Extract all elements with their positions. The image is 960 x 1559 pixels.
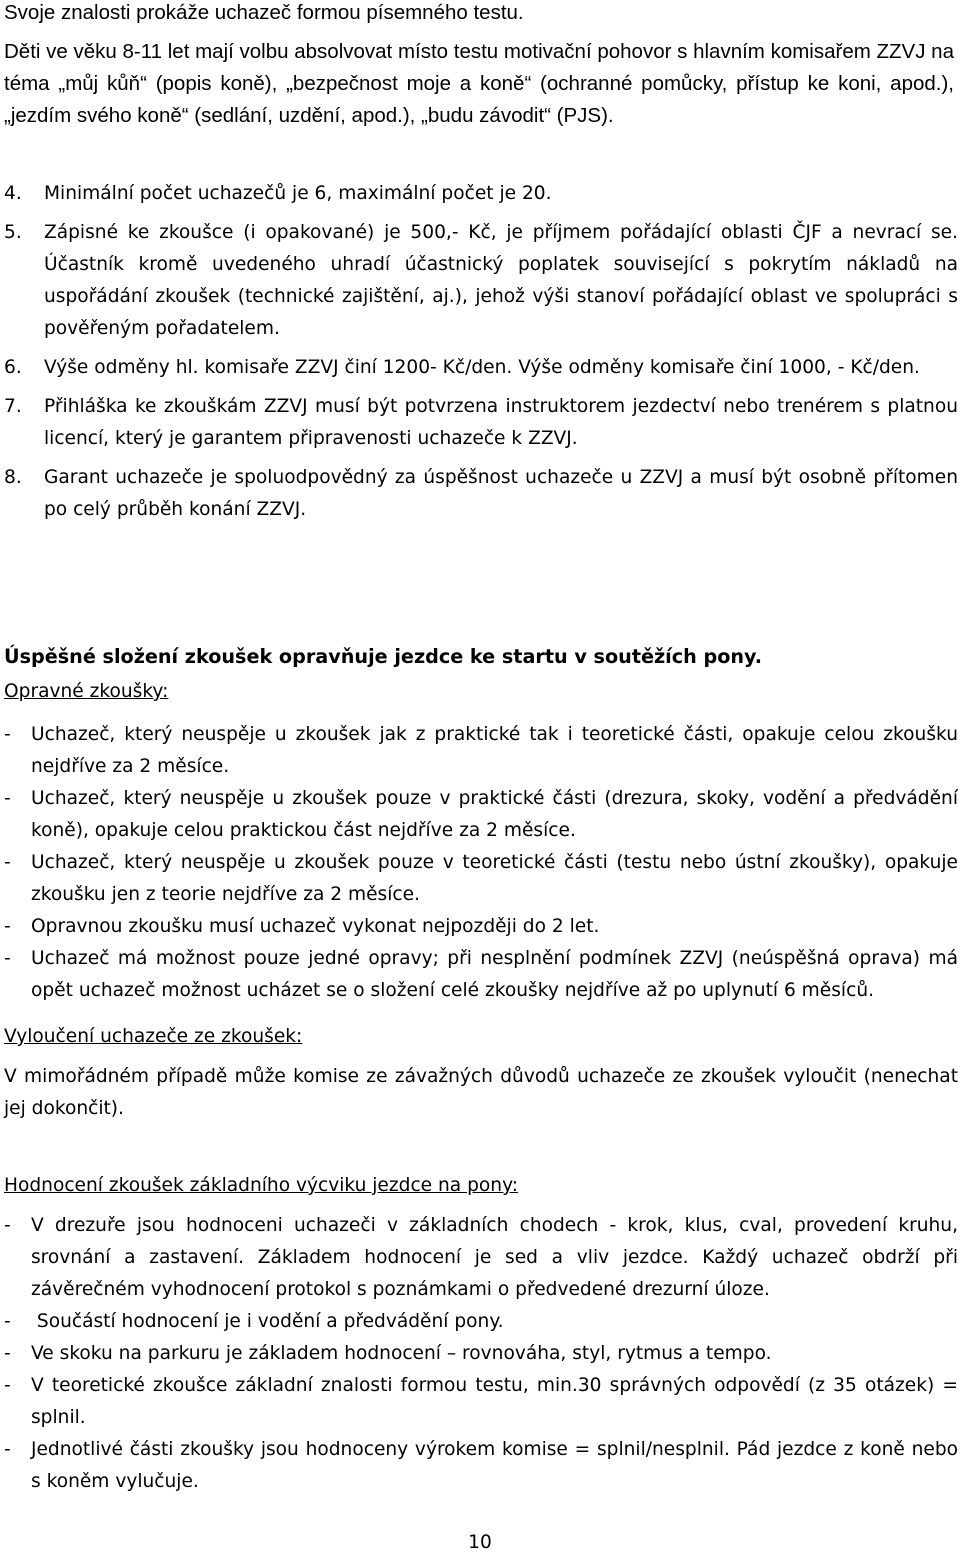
dash-bullet: - <box>4 1343 11 1364</box>
item-text: V teoretické zkoušce základní znalosti formou testu, min.30 správných odpovědí (z 35 otázek) = splnil. <box>31 1375 958 1428</box>
list-item <box>4 943 958 1007</box>
item-text: Uchazeč, který neuspěje u zkoušek pouze v praktické části (drezura, skoky, vodění a předvádění koně), opakuje celou praktickou část nejdříve za 2 měsíce. <box>31 788 958 841</box>
list-item <box>4 1210 958 1306</box>
list-item <box>4 352 958 384</box>
item-number: 8. <box>4 467 22 488</box>
list-item <box>4 217 958 345</box>
item-text: Minimální počet uchazečů je 6, maximální počet je 20. <box>44 183 552 204</box>
item-number: 5. <box>4 222 22 243</box>
list-item <box>4 1338 958 1370</box>
dash-bullet: - <box>4 916 11 937</box>
item-text: Výše odměny hl. komisaře ZZVJ činí 1200- Kč/den. Výše odměny komisaře činí 1000, - Kč/den. <box>44 357 920 378</box>
item-text: Uchazeč, který neuspěje u zkoušek pouze v teoretické části (testu nebo ústní zkoušky), opakuje zkoušku jen z teorie nejdříve za 2 měsíce. <box>31 852 958 905</box>
list-item <box>4 719 958 783</box>
item-number: 4. <box>4 183 22 204</box>
item-number: 6. <box>4 357 22 378</box>
item-text: Zápisné ke zkoušce (i opakované) je 500,- Kč, je příjmem pořádající oblasti ČJF a nevrací se. Účastník kromě uvedeného uhradí účastnický poplatek související s pokrytím nákladů na uspořádání zkoušek (technické zajištění, aj.), jehož výši stanoví pořádající oblast ve spolupráci s pověřeným pořadatelem. <box>44 222 958 339</box>
item-text: Uchazeč má možnost pouze jedné opravy; při nesplnění podmínek ZZVJ (neúspěšná oprava) má opět uchazeč možnost ucházet se o složení celé zkoušky nejdříve až po uplynutí 6 měsíců. <box>31 948 958 1001</box>
item-text: Ve skoku na parkuru je základem hodnocení – rovnováha, styl, rytmus a tempo. <box>31 1343 772 1364</box>
dash-bullet: - <box>4 724 11 745</box>
dash-bullet: - <box>4 1311 11 1332</box>
evaluation-heading: Hodnocení zkoušek základního výcviku jezdce na pony: <box>4 1175 518 1196</box>
dash-bullet: - <box>4 1375 11 1396</box>
list-item <box>4 462 958 526</box>
list-item <box>4 1306 958 1338</box>
dash-bullet: - <box>4 1215 11 1236</box>
item-text: Jednotlivé části zkoušky jsou hodnoceny výrokem komise = splnil/nesplnil. Pád jezdce z koně nebo s koněm vylučuje. <box>31 1439 958 1492</box>
list-item <box>4 391 958 455</box>
list-item <box>4 847 958 911</box>
dash-bullet: - <box>4 1439 11 1460</box>
item-text: V drezuře jsou hodnoceni uchazeči v základních chodech - krok, klus, cval, provedení kruhu, srovnání a zastavení. Základem hodnocení je sed a vliv jezdce. Každý uchazeč obdrží při závěrečném vyhodnocení protokol s poznámkami o předvedené drezurní úloze. <box>31 1215 958 1300</box>
kids-paragraph: Děti ve věku 8-11 let mají volbu absolvovat místo testu motivační pohovor s hlavním komisařem ZZVJ na téma „můj kůň“ (popis koně), „bezpečnost moje a koně“ (ochranné pomůcky, přístup ke koni, apod.), „jezdím svého koně“ (sedlání, uzdění, apod.), „budu závodit“ (PJS). <box>4 40 954 127</box>
dash-bullet: - <box>4 948 11 969</box>
list-item <box>4 911 958 943</box>
item-text: Uchazeč, který neuspěje u zkoušek jak z praktické tak i teoretické části, opakuje celou zkoušku nejdříve za 2 měsíce. <box>31 724 958 777</box>
item-text: Opravnou zkoušku musí uchazeč vykonat nejpozději do 2 let. <box>31 916 600 937</box>
item-text: Součástí hodnocení je i vodění a předvádění pony. <box>31 1311 504 1332</box>
success-heading: Úspěšné složení zkoušek opravňuje jezdce ke startu v soutěžích pony. <box>4 645 763 668</box>
intro-line: Svoje znalosti prokáže uchazeč formou písemného testu. <box>4 1 524 24</box>
numbered-list <box>4 178 958 526</box>
dash-bullet: - <box>4 788 11 809</box>
retake-list <box>4 719 958 1007</box>
exclusion-heading: Vyloučení uchazeče ze zkoušek: <box>4 1026 303 1047</box>
item-text: Garant uchazeče je spoluodpovědný za úspěšnost uchazeče u ZZVJ a musí být osobně přítomen po celý průběh konání ZZVJ. <box>44 467 958 520</box>
page-number: 10 <box>468 1532 492 1553</box>
item-text: Přihláška ke zkouškám ZZVJ musí být potvrzena instruktorem jezdectví nebo trenérem s platnou licencí, který je garantem připravenosti uchazeče k ZZVJ. <box>44 396 958 449</box>
evaluation-list <box>4 1210 958 1498</box>
list-item <box>4 178 958 210</box>
list-item <box>4 1370 958 1434</box>
list-item <box>4 783 958 847</box>
dash-bullet: - <box>4 852 11 873</box>
list-item <box>4 1434 958 1498</box>
exclusion-text: V mimořádném případě může komise ze závažných důvodů uchazeče ze zkoušek vyloučit (nenechat jej dokončit). <box>4 1066 958 1119</box>
retake-heading: Opravné zkoušky: <box>4 681 169 702</box>
item-number: 7. <box>4 396 22 417</box>
